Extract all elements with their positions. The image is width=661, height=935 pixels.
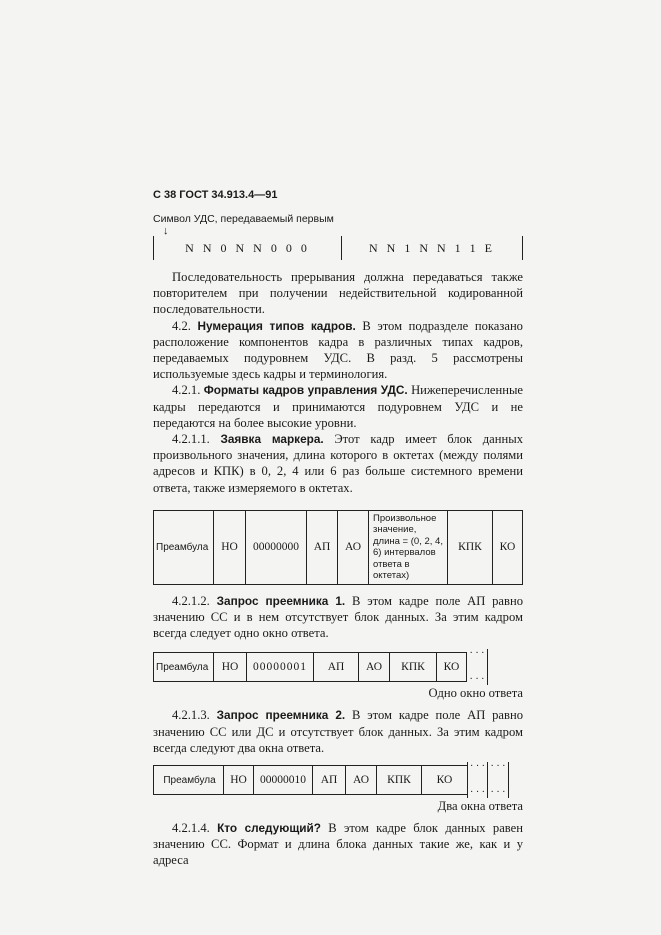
field-end-delimiter: КО (492, 511, 523, 584)
field-fcs: КПК (389, 653, 436, 681)
section-text: В этом кадре поле АП равно значению СС или ДС и отсутствует блок данных. За этим кадром всегда следуют два окна ответа. (153, 708, 523, 755)
field-source-address: АО (345, 766, 376, 794)
frame-table-token-claim (153, 510, 523, 585)
section-title: Кто следующий? (217, 821, 321, 836)
response-window-1 (467, 762, 488, 798)
field-source-address: АО (358, 653, 389, 681)
section-number: 4.2.1. (172, 383, 201, 398)
field-frame-control: 00000010 (253, 766, 312, 794)
field-source-address: АО (337, 511, 368, 584)
field-fcs: КПК (447, 511, 492, 584)
section-4-2 (153, 318, 523, 383)
field-frame-control: 00000000 (245, 511, 306, 584)
section-text: Этот кадр имеет блок данных произвольного значения, длина которого в октетах (между полями адресов и КПК) в 0, 2, 4 или 6 раз больше системного времени ответа, также измеряемого в октетах. (153, 432, 524, 495)
section-text: В этом кадре поле АП равно значению СС и в нем отсутствует блок данных. За этим кадром всегда следует одно окно ответа. (153, 593, 523, 641)
section-number: 4.2.1.1. (172, 432, 210, 447)
section-title: Форматы кадров управления УДС. (203, 383, 408, 398)
field-preamble: Преамбула (153, 653, 213, 681)
section-title: Нумерация типов кадров. (197, 318, 356, 333)
section-number: 4.2.1.4. (172, 821, 210, 836)
dots-bottom: · · · (490, 787, 506, 799)
field-dest-address: АП (313, 653, 358, 681)
frame-row-solicit-1 (153, 649, 523, 685)
field-frame-control: 00000001 (246, 653, 313, 681)
section-number: 4.2. (172, 318, 191, 333)
field-start-delimiter: НО (213, 511, 245, 584)
section-text: Нижеперечисленные кадры передаются и принимаются подуровнем УДС и не передаются на более высокие уровни. (153, 383, 523, 430)
symbol-box (153, 236, 523, 260)
caption-two-windows: Два окна ответа (437, 799, 523, 814)
field-end-delimiter: КО (436, 653, 467, 681)
frame-row-solicit-2 (153, 762, 523, 798)
field-start-delimiter: НО (213, 653, 246, 681)
field-data: Произвольное значение, длина = (0, 2, 4, 6) интервалов ответа в октетах) (368, 511, 447, 584)
dots-bottom: · · · (469, 674, 485, 686)
field-dest-address: АП (312, 766, 345, 794)
field-preamble: Преамбула (153, 766, 223, 794)
dots-top: · · · (469, 648, 485, 660)
page-header: С 38 ГОСТ 34.913.4—91 (153, 189, 278, 201)
dots-top: · · · (470, 761, 485, 773)
section-text: В этом кадре блок данных равен значению СС. Формат и длина блока данных такие же, как и у адреса (153, 821, 523, 868)
section-title: Заявка маркера. (220, 432, 324, 447)
section-title: Запрос преемника 2. (216, 708, 346, 723)
section-number: 4.2.1.2. (172, 593, 210, 608)
caption-one-window: Одно окно ответа (428, 686, 523, 701)
arrow-down-icon: ↓ (163, 225, 169, 237)
frame-table-solicit-1 (153, 652, 467, 682)
section-text: В этом подразделе показано расположение компонентов кадра в различных типах кадров, передаваемых подуровнем УДС. В разд. 5 рассмотрены используемые здесь кадры и терминология. (153, 318, 523, 382)
symbol-first: N N 0 N N 0 0 0 (153, 236, 342, 260)
dots-bottom: · · · (470, 787, 485, 799)
section-4-2-1-1 (153, 431, 523, 496)
symbol-caption: Символ УДС, передаваемый первым (153, 213, 334, 225)
paragraph-interrupt: Последовательность прерывания должна передаваться также повторителем при получении недействительной кодированной последовательности. (153, 270, 523, 317)
field-preamble: Преамбула (153, 511, 213, 584)
section-4-2-1 (153, 382, 523, 431)
frame-table-solicit-2 (153, 765, 467, 795)
field-dest-address: АП (306, 511, 337, 584)
dots-top: · · · (490, 761, 506, 773)
section-number: 4.2.1.3. (172, 708, 210, 723)
symbol-second: N N 1 N N 1 1 E (342, 236, 523, 260)
response-window (467, 649, 488, 685)
section-4-2-1-2 (153, 593, 523, 642)
section-title: Запрос преемника 1. (216, 593, 346, 608)
field-fcs: КПК (376, 766, 421, 794)
document-page (153, 188, 523, 869)
response-window-2 (488, 762, 509, 798)
section-4-2-1-4 (153, 820, 523, 869)
field-start-delimiter: НО (223, 766, 253, 794)
section-4-2-1-3 (153, 707, 523, 756)
field-end-delimiter: КО (421, 766, 467, 794)
